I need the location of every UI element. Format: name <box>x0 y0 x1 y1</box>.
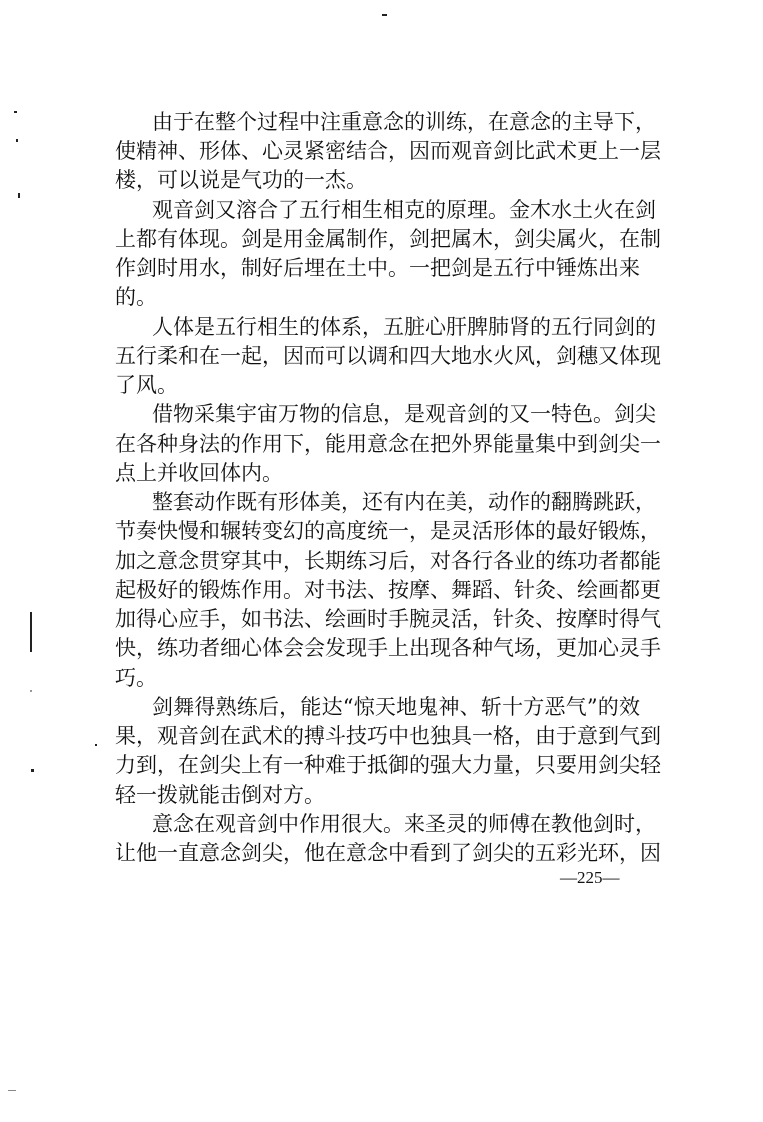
scan-speck <box>14 111 17 113</box>
scan-speck <box>30 690 32 692</box>
text-line: 使精神、形体、心灵紧密结合，因而观音剑比武术更上一层 <box>115 139 661 164</box>
text-line: 力到，在剑尖上有一种难于抵御的强大力量，只要用剑尖轻 <box>115 753 661 778</box>
scan-speck <box>18 193 20 198</box>
text-line: 意念在观音剑中作用很大。来圣灵的师傅在教他剑时， <box>152 811 656 836</box>
scan-speck <box>382 14 387 16</box>
text-line: 人体是五行相生的体系，五脏心肝脾肺肾的五行同剑的 <box>152 314 656 339</box>
text-line: 剑舞得熟练后，能达“惊天地鬼神、斩十方恶气”的效 <box>152 694 640 719</box>
text-line: 了风。 <box>115 373 178 398</box>
scan-speck <box>31 769 34 772</box>
scan-speck <box>16 139 18 142</box>
text-line: 点上并收回体内。 <box>115 460 283 485</box>
text-line: 由于在整个过程中注重意念的训练，在意念的主导下， <box>152 110 656 134</box>
text-line: 的。 <box>115 285 157 310</box>
text-line: 五行柔和在一起，因而可以调和四大地水火风，剑穗又体现 <box>115 343 661 368</box>
text-line: 在各种身法的作用下，能用意念在把外界能量集中到剑尖一 <box>115 431 661 456</box>
text-line: 观音剑又溶合了五行相生相克的原理。金木水土火在剑 <box>152 197 656 222</box>
text-line: 节奏快慢和辗转变幻的高度统一，是灵活形体的最好锻炼， <box>115 519 661 544</box>
text-line: 加之意念贯穿其中，长期练习后，对各行各业的练功者都能 <box>115 548 661 573</box>
text-line: 让他一直意念剑尖，他在意念中看到了剑尖的五彩光环，因 <box>115 841 661 865</box>
text-line: 上都有体现。剑是用金属制作，剑把属木，剑尖属火，在制 <box>115 226 661 251</box>
scan-speck <box>95 744 97 746</box>
text-line: 加得心应手，如书法、绘画时手腕灵活，针灸、按摩时得气 <box>115 607 661 632</box>
text-line: 轻一拨就能击倒对方。 <box>115 782 325 807</box>
text-line: 快，练功者细心体会会发现手上出现各种气场，更加心灵手 <box>115 636 661 661</box>
text-line: 借物采集宇宙万物的信息，是观音剑的又一特色。剑尖 <box>152 402 656 427</box>
text-line: 果，观音剑在武术的搏斗技巧中也独具一格，由于意到气到 <box>115 724 661 749</box>
text-line: 楼，可以说是气功的一杰。 <box>115 168 367 193</box>
scan-speck <box>8 1090 16 1091</box>
text-line: 整套动作既有形体美，还有内在美，动作的翻腾跳跃， <box>152 490 656 515</box>
page-number: —225— <box>560 868 620 887</box>
text-line: 巧。 <box>115 665 157 690</box>
text-line: 起极好的锻炼作用。对书法、按摩、舞蹈、针灸、绘画都更 <box>115 577 661 602</box>
text-line: 作剑时用水，制好后埋在土中。一把剑是五行中锤炼出来 <box>115 256 640 281</box>
scan-speck <box>30 612 32 652</box>
